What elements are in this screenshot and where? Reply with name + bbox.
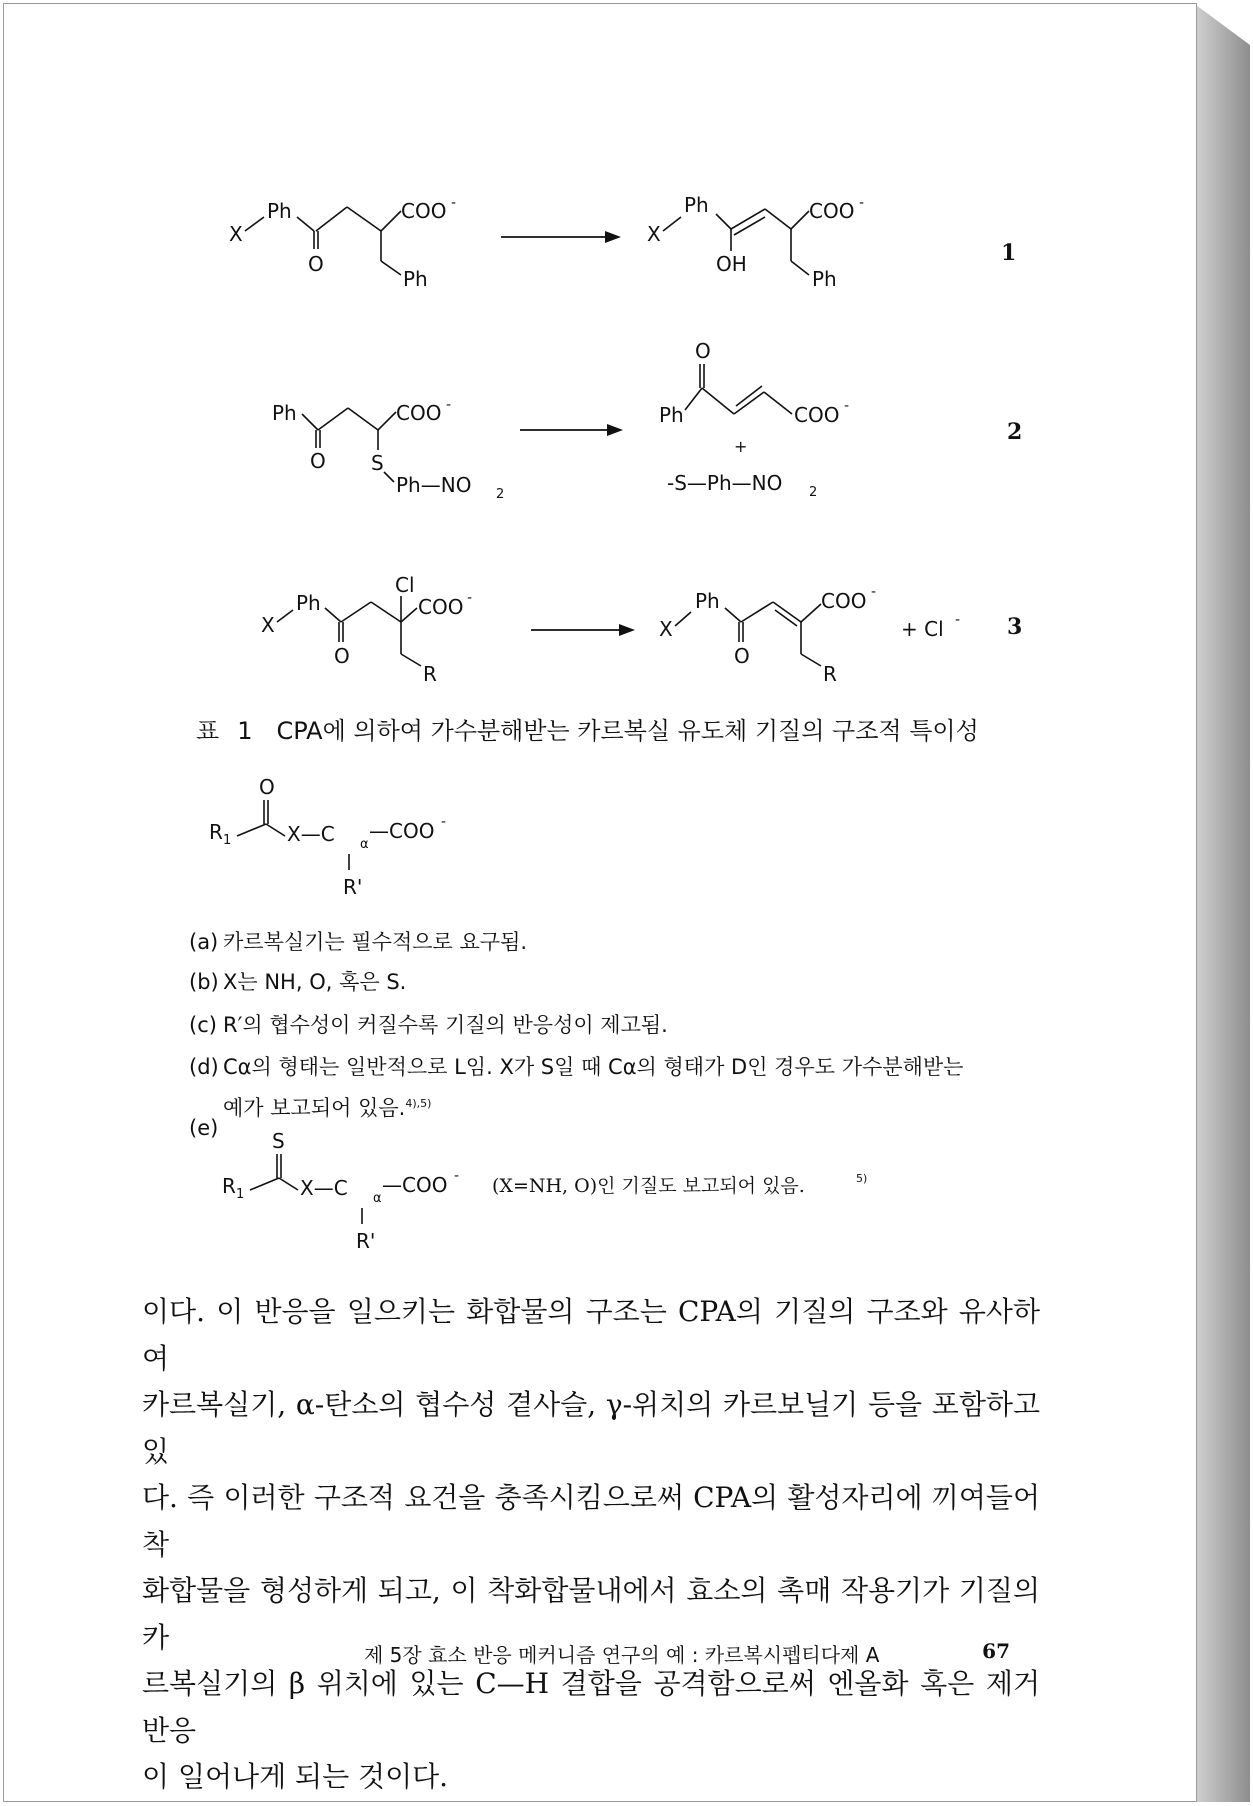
- table-caption: 표 1 CPA에 의하여 가수분해받는 카르복실 유도체 기질의 구조적 특이성: [196, 717, 979, 745]
- svg-text:O: O: [334, 644, 350, 668]
- thioester-structure: [222, 1126, 902, 1260]
- svg-text:X: X: [659, 617, 673, 641]
- reaction-2: [272, 339, 872, 508]
- svg-text:1: 1: [223, 833, 232, 848]
- page-edge-shadow: [1196, 5, 1250, 1802]
- svg-text:2: 2: [809, 485, 818, 500]
- note-b: (b) X는 NH, O, 혹은 S.: [189, 970, 407, 994]
- svg-text:COO: COO: [821, 589, 867, 613]
- note-c: (c) R′의 협수성이 커질수록 기질의 반응성이 제고됨.: [189, 1013, 668, 1037]
- svg-text:-: -: [844, 398, 850, 414]
- chapter-title: 제 5장 효소 반응 메커니즘 연구의 예 : 카르복시펩티다제 A: [364, 1643, 880, 1667]
- svg-text:α: α: [360, 837, 369, 852]
- svg-text:Ph: Ph: [403, 267, 428, 291]
- svg-text:Ph: Ph: [659, 403, 684, 427]
- svg-text:O: O: [308, 252, 324, 276]
- svg-text:-: -: [446, 397, 452, 413]
- svg-text:R: R: [222, 1174, 236, 1198]
- svg-text:O: O: [310, 449, 326, 473]
- svg-text:R': R': [343, 875, 363, 899]
- reaction-number: 3: [1007, 614, 1023, 640]
- svg-text:+: +: [734, 437, 748, 456]
- svg-text:2: 2: [496, 487, 505, 502]
- reaction-3: [261, 574, 1021, 698]
- body-paragraph: 이다. 이 반응을 일으키는 화합물의 구조는 CPA의 기질의 구조와 유사하여 카르복실기, α-탄소의 협수성 곁사슬, γ-위치의 카르보닐기 등을 포함하고 있 다. 즉 이러한 구조적 요건을 충족시킴으로써 CPA의 활성자리에 끼여들어 착 화합물을 형성하게 되고, 이 착화합물내에서 효소의 촉매 작용기가 기질의 카 르복실기의 β 위치에 있는 C—H 결합을 공격함으로써 엔올화 혹은 제거 반응 이 일어나게 되는 것이다.: [142, 1295, 1040, 1793]
- svg-text:1: 1: [236, 1187, 245, 1202]
- svg-text:COO: COO: [396, 401, 442, 425]
- note-d-cont: 예가 보고되어 있음.$^{4),5)}$: [223, 1096, 432, 1120]
- svg-text:-: -: [955, 612, 961, 628]
- svg-text:Ph—NO: Ph—NO: [396, 473, 472, 497]
- svg-text:Cl: Cl: [395, 573, 415, 597]
- svg-text:-: -: [454, 1168, 460, 1184]
- svg-text:X—C: X—C: [287, 822, 335, 846]
- svg-text:-: -: [467, 590, 473, 606]
- svg-text:COO: COO: [418, 595, 464, 619]
- note-e: (e): [189, 1116, 219, 1140]
- svg-text:R: R: [209, 820, 223, 844]
- svg-text:X: X: [261, 613, 275, 637]
- book-page: [3, 3, 1197, 1802]
- svg-text:O: O: [259, 775, 275, 799]
- reaction-number: 2: [1007, 419, 1023, 445]
- note-d: (d) Cα의 형태는 일반적으로 L임. X가 S일 때 Cα의 형태가 D인 경우도 가수분해받는: [189, 1055, 964, 1079]
- svg-text:(X=NH, O)인 기질도 보고되어 있음.: (X=NH, O)인 기질도 보고되어 있음.: [492, 1175, 805, 1197]
- note-a: (a) 카르복실기는 필수적으로 요구됨.: [189, 930, 528, 954]
- svg-text:-: -: [451, 195, 457, 211]
- svg-text:R': R': [356, 1229, 376, 1253]
- svg-text:R: R: [823, 662, 837, 686]
- svg-text:α: α: [373, 1191, 382, 1206]
- substituent-x: X: [229, 222, 243, 246]
- svg-text:-S—Ph—NO: -S—Ph—NO: [667, 471, 783, 495]
- generic-substrate-structure: [209, 774, 489, 908]
- svg-text:X: X: [647, 222, 661, 246]
- svg-text:O: O: [734, 644, 750, 668]
- svg-text:Ph: Ph: [695, 589, 720, 613]
- svg-text:Ph: Ph: [296, 591, 321, 615]
- reaction-number: 1: [1001, 240, 1017, 266]
- svg-text:X—C: X—C: [300, 1176, 348, 1200]
- svg-text:OH: OH: [716, 252, 747, 276]
- chloride-byproduct: + Cl: [901, 617, 944, 641]
- svg-text:—COO: —COO: [382, 1173, 448, 1197]
- svg-text:COO: COO: [401, 199, 447, 223]
- svg-text:S: S: [371, 451, 384, 475]
- page-footer: [364, 1639, 1010, 1668]
- svg-text:Ph: Ph: [267, 199, 292, 223]
- svg-text:Ph: Ph: [812, 267, 837, 291]
- svg-text:Ph: Ph: [272, 401, 297, 425]
- svg-text:R: R: [423, 662, 437, 686]
- svg-text:-: -: [859, 195, 865, 211]
- svg-text:S: S: [272, 1129, 285, 1153]
- svg-text:COO: COO: [809, 199, 855, 223]
- svg-text:Ph: Ph: [684, 193, 709, 217]
- svg-text:-: -: [441, 814, 447, 830]
- svg-text:-: -: [871, 584, 877, 600]
- svg-text:COO: COO: [794, 403, 840, 427]
- svg-text:O: O: [695, 339, 711, 363]
- svg-text:5): 5): [856, 1172, 868, 1185]
- reaction-1: [229, 189, 1029, 303]
- page-number: 67: [982, 1639, 1010, 1663]
- svg-text:—COO: —COO: [369, 819, 435, 843]
